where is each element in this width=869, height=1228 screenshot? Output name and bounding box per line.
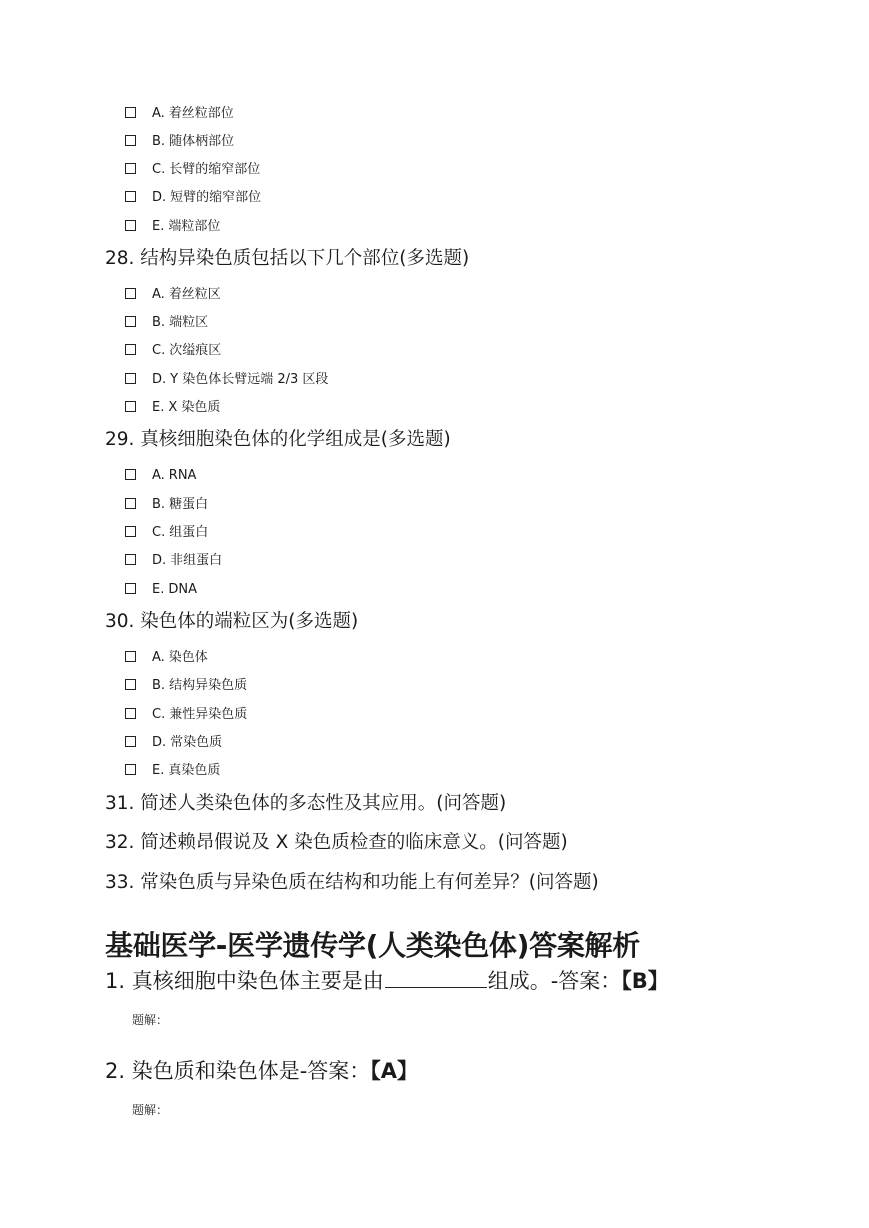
- q27-option-d[interactable]: D. 短臂的缩窄部位: [125, 188, 261, 208]
- checkbox-icon[interactable]: [125, 344, 136, 355]
- checkbox-icon[interactable]: [125, 135, 136, 146]
- answer-2-explanation: 题解：: [132, 1103, 169, 1117]
- checkbox-icon[interactable]: [125, 163, 136, 174]
- answers-title: 基础医学-医学遗传学(人类染色体)答案解析: [105, 929, 640, 962]
- q29-option-d[interactable]: D. 非组蛋白: [125, 551, 222, 571]
- question-30: 30. 染色体的端粒区为(多选题): [105, 611, 359, 632]
- q27-option-e[interactable]: E. 端粒部位: [125, 217, 220, 237]
- q29-option-b[interactable]: B. 糖蛋白: [125, 495, 208, 515]
- checkbox-icon[interactable]: [125, 583, 136, 594]
- question-28: 28. 结构异染色质包括以下几个部位(多选题): [105, 248, 470, 269]
- question-32: 32. 简述赖昂假说及 X 染色质检查的临床意义。(问答题): [105, 832, 568, 853]
- question-31: 31. 简述人类染色体的多态性及其应用。(问答题): [105, 793, 507, 814]
- q30-option-c[interactable]: C. 兼性异染色质: [125, 705, 247, 725]
- q27-option-c[interactable]: C. 长臂的缩窄部位: [125, 160, 260, 180]
- checkbox-icon[interactable]: [125, 498, 136, 509]
- q28-option-b[interactable]: B. 端粒区: [125, 313, 208, 333]
- q30-option-e[interactable]: E. 真染色质: [125, 761, 220, 781]
- q28-option-d[interactable]: D. Y 染色体长臂远端 2/3 区段: [125, 370, 328, 390]
- q28-option-a[interactable]: A. 着丝粒区: [125, 285, 221, 305]
- checkbox-icon[interactable]: [125, 469, 136, 480]
- checkbox-icon[interactable]: [125, 373, 136, 384]
- checkbox-icon[interactable]: [125, 107, 136, 118]
- checkbox-icon[interactable]: [125, 316, 136, 327]
- fill-blank: [385, 965, 487, 988]
- checkbox-icon[interactable]: [125, 288, 136, 299]
- q29-option-c[interactable]: C. 组蛋白: [125, 523, 208, 543]
- checkbox-icon[interactable]: [125, 526, 136, 537]
- checkbox-icon[interactable]: [125, 736, 136, 747]
- checkbox-icon[interactable]: [125, 679, 136, 690]
- q27-option-a[interactable]: A. 着丝粒部位: [125, 104, 234, 124]
- q27-option-b[interactable]: B. 随体柄部位: [125, 132, 234, 152]
- answer-1-explanation: 题解：: [132, 1013, 169, 1027]
- answer-2-value: 【A】: [370, 1059, 419, 1083]
- answer-2-prefix: 2. 染色质和染色体是-答案：: [105, 1059, 371, 1083]
- checkbox-icon[interactable]: [125, 191, 136, 202]
- checkbox-icon[interactable]: [125, 764, 136, 775]
- checkbox-icon[interactable]: [125, 401, 136, 412]
- answer-1-value: 【B】: [621, 969, 669, 993]
- question-33: 33. 常染色质与异染色质在结构和功能上有何差异？(问答题): [105, 872, 599, 893]
- q28-option-e[interactable]: E. X 染色质: [125, 398, 220, 418]
- q30-option-a[interactable]: A. 染色体: [125, 648, 208, 668]
- checkbox-icon[interactable]: [125, 220, 136, 231]
- q30-option-d[interactable]: D. 常染色质: [125, 733, 222, 753]
- answer-2: [105, 1056, 418, 1086]
- q29-option-a[interactable]: A. RNA: [125, 466, 196, 486]
- answer-1: [105, 965, 669, 995]
- checkbox-icon[interactable]: [125, 708, 136, 719]
- answer-1-suffix: 组成。-答案：: [487, 969, 622, 993]
- answer-1-prefix: 1. 真核细胞中染色体主要是由: [105, 969, 384, 993]
- checkbox-icon[interactable]: [125, 651, 136, 662]
- checkbox-icon[interactable]: [125, 554, 136, 565]
- q30-option-b[interactable]: B. 结构异染色质: [125, 676, 247, 696]
- q28-option-c[interactable]: C. 次缢痕区: [125, 341, 221, 361]
- q29-option-e[interactable]: E. DNA: [125, 580, 197, 600]
- question-29: 29. 真核细胞染色体的化学组成是(多选题): [105, 429, 451, 450]
